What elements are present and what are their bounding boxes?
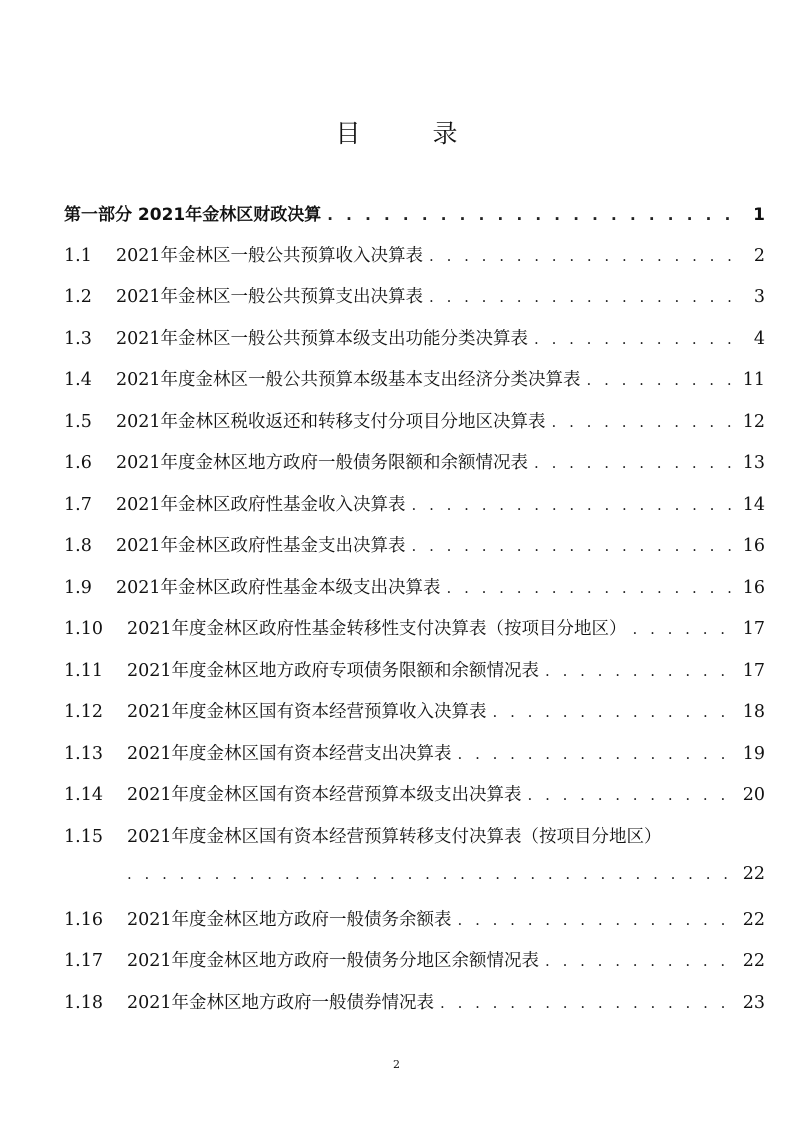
toc-entry-number: 1.18 <box>64 992 103 1013</box>
dot-leader <box>587 371 737 389</box>
toc-entry-title: 2021年度金林区地方政府专项债务限额和余额情况表 <box>127 660 540 681</box>
toc-entry[interactable] <box>64 574 765 616</box>
dot-leader <box>545 662 737 680</box>
toc-entry-number: 1.16 <box>64 909 103 930</box>
toc-entry[interactable] <box>64 615 765 657</box>
toc-entry-title: 2021年度金林区国有资本经营预算转移支付决算表（按项目分地区） <box>127 826 662 847</box>
dot-leader <box>534 330 745 348</box>
toc-page-number: 12 <box>742 411 765 432</box>
toc-entry[interactable] <box>64 325 765 367</box>
toc-entry-title: 2021年金林区一般公共预算本级支出功能分类决算表 <box>116 328 529 349</box>
toc-entry[interactable] <box>64 449 765 491</box>
toc-part-label: 第一部分 2021年金林区财政决算 <box>64 205 322 225</box>
dot-leader <box>412 496 737 514</box>
table-of-contents <box>64 200 765 1030</box>
toc-entry-number: 1.7 <box>64 494 92 515</box>
toc-entry-title: 2021年金林区政府性基金支出决算表 <box>116 536 406 556</box>
toc-page-number: 14 <box>742 494 765 515</box>
dot-leader <box>552 413 737 431</box>
toc-entry-number: 1.13 <box>64 743 103 764</box>
toc-page-number: 4 <box>753 328 765 349</box>
toc-entry-title: 2021年金林区一般公共预算收入决算表 <box>116 245 424 266</box>
toc-entry[interactable] <box>64 698 765 740</box>
toc-page-number: 22 <box>742 951 765 971</box>
toc-entry-title: 2021年金林区一般公共预算支出决算表 <box>116 287 424 307</box>
toc-entry[interactable] <box>64 408 765 450</box>
toc-page-number: 17 <box>742 619 765 639</box>
toc-page-number: 2 <box>753 245 765 266</box>
toc-page-number: 11 <box>742 370 765 390</box>
toc-page-number: 18 <box>742 702 765 722</box>
toc-entry-number: 1.15 <box>64 826 103 847</box>
toc-entry-number: 1.14 <box>64 785 103 805</box>
toc-entry-number: 1.12 <box>64 702 103 722</box>
toc-entry-number: 1.2 <box>64 287 92 307</box>
toc-entry[interactable] <box>64 532 765 574</box>
toc-page-number: 22 <box>742 909 765 930</box>
toc-page-number: 16 <box>742 577 765 598</box>
toc-entry-title: 2021年金林区地方政府一般债券情况表 <box>127 992 435 1013</box>
toc-entry[interactable] <box>64 366 765 408</box>
toc-page-number: 23 <box>742 992 765 1013</box>
dot-leader <box>429 247 745 265</box>
dot-leader <box>458 745 737 763</box>
toc-entry-title: 2021年金林区政府性基金收入决算表 <box>116 494 406 515</box>
toc-entry[interactable] <box>64 491 765 533</box>
dot-leader <box>458 911 737 929</box>
dot-leader <box>327 206 745 224</box>
toc-entry-number: 1.5 <box>64 411 92 432</box>
toc-entry[interactable] <box>64 947 765 989</box>
toc-entry-title: 2021年度金林区国有资本经营支出决算表 <box>127 743 452 764</box>
toc-entry[interactable] <box>64 989 765 1031</box>
toc-entry-number: 1.1 <box>64 245 92 266</box>
toc-page-number: 13 <box>742 453 765 473</box>
toc-entry-title: 2021年度金林区一般公共预算本级基本支出经济分类决算表 <box>116 370 581 390</box>
toc-entry-number: 1.8 <box>64 536 92 556</box>
toc-entry[interactable] <box>64 781 765 823</box>
footer-page-number: 2 <box>393 1058 400 1071</box>
toc-part-heading[interactable] <box>64 200 765 242</box>
toc-page-number: 17 <box>742 660 765 681</box>
dot-leader <box>429 288 745 306</box>
toc-entry[interactable] <box>64 906 765 948</box>
toc-page-number: 1 <box>753 205 765 225</box>
toc-entry-title: 2021年度金林区政府性基金转移性支付决算表（按项目分地区） <box>127 619 627 639</box>
toc-entry-title: 2021年度金林区国有资本经营预算收入决算表 <box>127 702 487 722</box>
dot-leader <box>534 454 737 472</box>
toc-entry-title: 2021年金林区税收返还和转移支付分项目分地区决算表 <box>116 411 546 432</box>
toc-entry[interactable] <box>64 283 765 325</box>
dot-leader <box>545 952 737 970</box>
toc-entry-title: 2021年度金林区地方政府一般债务分地区余额情况表 <box>127 951 540 971</box>
dot-leader <box>633 620 737 638</box>
toc-page-number: 20 <box>742 785 765 805</box>
toc-entry[interactable] <box>64 657 765 699</box>
page-title: 目 录 <box>335 119 490 148</box>
toc-entry-title: 2021年度金林区地方政府一般债务余额表 <box>127 909 452 930</box>
dot-leader <box>412 537 737 555</box>
toc-page-number: 16 <box>742 536 765 556</box>
dot-leader <box>528 786 737 804</box>
toc-entry-number: 1.9 <box>64 577 92 598</box>
toc-entry[interactable] <box>64 823 765 865</box>
toc-entry[interactable] <box>64 242 765 284</box>
toc-entry-title: 2021年度金林区国有资本经营预算本级支出决算表 <box>127 785 522 805</box>
toc-entry-title: 2021年金林区政府性基金本级支出决算表 <box>116 577 441 598</box>
dot-leader <box>127 865 737 883</box>
dot-leader <box>493 703 737 721</box>
toc-page-number: 3 <box>753 287 765 307</box>
toc-entry-number: 1.11 <box>64 660 103 681</box>
toc-entry-title: 2021年度金林区地方政府一般债务限额和余额情况表 <box>116 453 529 473</box>
toc-entry-number: 1.3 <box>64 328 92 349</box>
toc-entry-number: 1.10 <box>64 619 103 639</box>
dot-leader <box>440 994 737 1012</box>
toc-entry-number: 1.6 <box>64 453 92 473</box>
toc-page-number: 19 <box>742 743 765 764</box>
toc-page-number: 22 <box>742 864 765 884</box>
toc-entry-continuation[interactable] <box>64 864 765 906</box>
toc-entry[interactable] <box>64 740 765 782</box>
toc-entry-number: 1.4 <box>64 370 92 390</box>
dot-leader <box>447 579 737 597</box>
toc-entry-number: 1.17 <box>64 951 103 971</box>
